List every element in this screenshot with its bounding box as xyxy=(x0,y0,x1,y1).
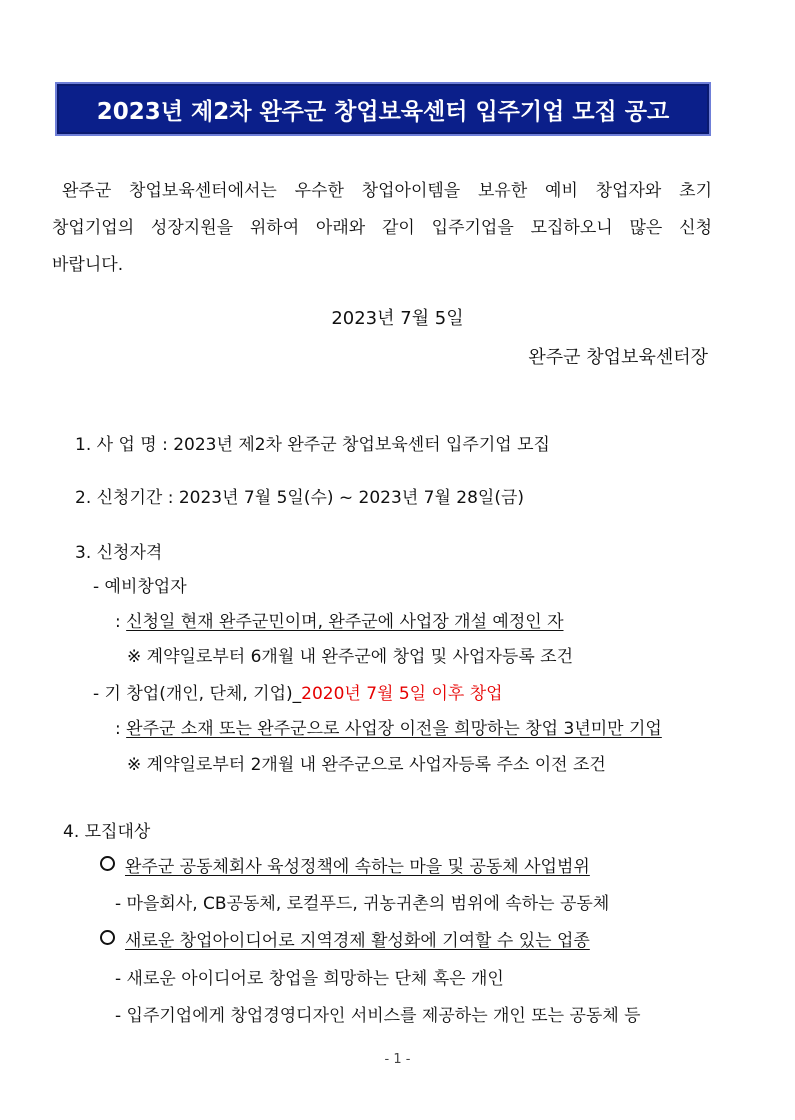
colon-prefix: : xyxy=(115,612,127,632)
eligibility-existing-condition xyxy=(115,714,662,739)
colon-prefix: : xyxy=(115,719,127,739)
eligibility-pre-startup-head: - 예비창업자 xyxy=(93,577,187,597)
target-new-idea-item xyxy=(100,926,590,951)
page-number: - 1 - xyxy=(384,1052,411,1067)
intro-line-3: 바랍니다. xyxy=(52,255,124,275)
eligibility-pre-startup-condition xyxy=(115,607,564,632)
circle-bullet-icon xyxy=(100,930,115,945)
existing-startup-label: - 기 창업(개인, 단체, 기업)_ xyxy=(93,684,302,704)
target-new-idea-text: 새로운 창업아이디어로 지역경제 활성화에 기여할 수 있는 업종 xyxy=(125,931,590,951)
intro-line-2: 창업기업의 성장지원을 위하여 아래와 같이 입주기업을 모집하오니 많은 신청 xyxy=(52,218,712,238)
eligibility-pre-startup-note: ※ 계약일로부터 6개월 내 완주군에 창업 및 사업자등록 조건 xyxy=(127,647,573,667)
circle-bullet-icon xyxy=(100,856,115,871)
target-new-idea-sub-1: - 새로운 아이디어로 창업을 희망하는 단체 혹은 개인 xyxy=(115,969,504,989)
intro-line-1: 완주군 창업보육센터에서는 우수한 창업아이템을 보유한 예비 창업자와 초기 xyxy=(62,181,712,201)
target-new-idea-sub-2: - 입주기업에게 창업경영디자인 서비스를 제공하는 개인 또는 공동체 등 xyxy=(115,1006,641,1026)
section-1-business-name: 1. 사 업 명 : 2023년 제2차 완주군 창업보육센터 입주기업 모집 xyxy=(75,435,550,455)
intro-paragraph xyxy=(52,173,712,284)
section-3-eligibility: 3. 신청자격 xyxy=(75,543,163,563)
pre-startup-requirement: 신청일 현재 완주군민이며, 완주군에 사업장 개설 예정인 자 xyxy=(126,612,564,632)
section-2-application-period: 2. 신청기간 : 2023년 7월 5일(수) ~ 2023년 7월 28일(금) xyxy=(75,488,525,508)
target-community-sub: - 마을회사, CB공동체, 로컬푸드, 귀농귀촌의 범위에 속하는 공동체 xyxy=(115,894,610,914)
title-banner xyxy=(55,82,711,136)
target-community-text: 완주군 공동체회사 육성정책에 속하는 마을 및 공동체 사업범위 xyxy=(125,857,590,877)
target-community-item xyxy=(100,852,590,877)
eligibility-existing-note: ※ 계약일로부터 2개월 내 완주군으로 사업자등록 주소 이전 조건 xyxy=(127,755,606,775)
announcement-date: 2023년 7월 5일 xyxy=(331,308,464,329)
existing-startup-date-condition: 2020년 7월 5일 이후 창업 xyxy=(301,684,503,704)
document-title: 2023년 제2차 완주군 창업보육센터 입주기업 모집 공고 xyxy=(96,98,670,125)
issuer: 완주군 창업보육센터장 xyxy=(528,347,708,368)
eligibility-existing-head xyxy=(93,679,503,704)
existing-startup-requirement: 완주군 소재 또는 완주군으로 사업장 이전을 희망하는 창업 3년미만 기업 xyxy=(126,719,662,739)
section-4-target: 4. 모집대상 xyxy=(63,822,151,842)
